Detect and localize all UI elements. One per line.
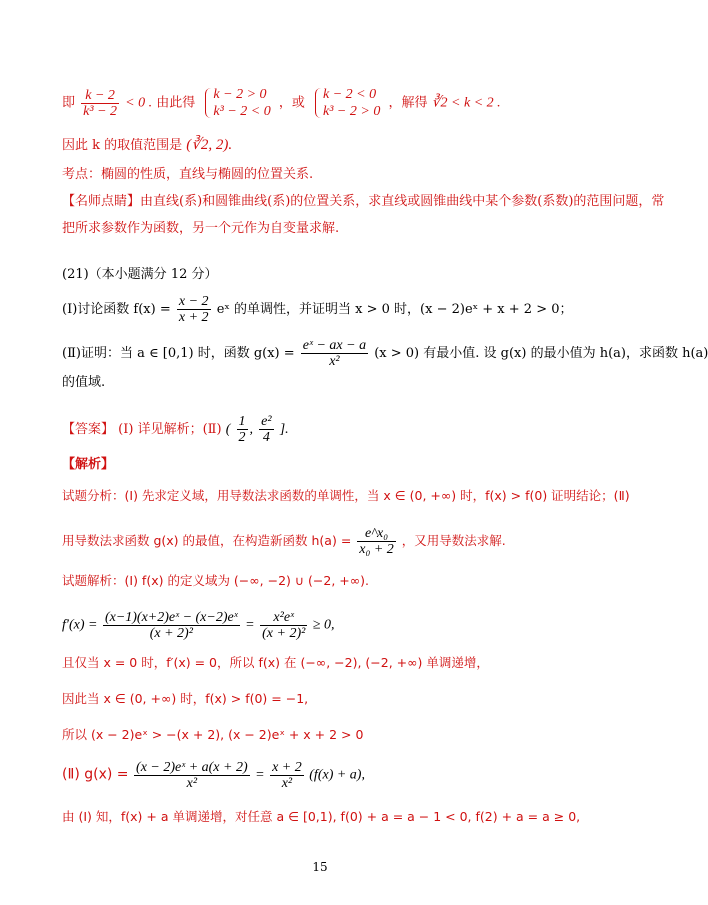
denominator: x² xyxy=(186,776,198,791)
numerator: (x−1)(x+2)eˣ − (x−2)eˣ xyxy=(104,610,238,625)
text: (x > 0) 有最小值. 设 g(x) 的最小值为 h(a)，求函数 h(a) xyxy=(374,346,708,361)
numerator: x − 2 xyxy=(178,294,209,309)
text: ，或 xyxy=(278,95,305,111)
fraction xyxy=(103,610,240,641)
system-1 xyxy=(203,86,270,120)
numerator: x + 2 xyxy=(272,760,302,775)
analysis-line-7: 所以 (x − 2)eˣ > −(x + 2), (x − 2)eˣ + x + 2 > 0 xyxy=(62,727,364,742)
denominator: x + 2 xyxy=(178,310,209,325)
equals: = xyxy=(245,617,255,633)
fraction xyxy=(301,338,368,369)
analysis-line-3: 试题解析：(Ⅰ) f(x) 的定义域为 (−∞, −2) ∪ (−2, +∞). xyxy=(62,573,370,588)
analysis-line-6: 因此当 x ∈ (0, +∞) 时，f(x) > f(0) = −1, xyxy=(62,691,309,706)
fraction xyxy=(357,526,396,557)
denominator: (x + 2)² xyxy=(262,626,306,641)
denominator: x² xyxy=(281,776,293,791)
answer-label: 【答案】 xyxy=(62,422,115,437)
fraction xyxy=(270,760,304,791)
analysis-line-9: 由 (Ⅰ) 知，f(x) + a 单调递增，对任意 a ∈ [0,1), f(0) + a = a − 1 < 0, f(2) + a = a ≥ 0, xyxy=(62,809,581,824)
text: (Ⅱ)证明：当 a ∈ [0,1) 时，函数 g(x) = xyxy=(62,346,295,361)
answer-line: 【答案】 (Ⅰ) 详见解析；(Ⅱ) ( $\frac{1}{2}$ , $\frac{\text{e²}}{4}$ ]. xyxy=(62,414,289,445)
topic-line: 考点：椭圆的性质，直线与椭圆的位置关系. xyxy=(62,167,314,182)
question-part-1 xyxy=(62,294,573,325)
numerator: k − 2 xyxy=(81,88,119,104)
answer-text: (Ⅰ) 详见解析；(Ⅱ) xyxy=(118,422,222,437)
numerator: e² xyxy=(261,414,272,429)
result: ∛2 < k < 2 . xyxy=(431,95,501,111)
denominator: x₀ + 2 xyxy=(359,542,394,557)
numerator: 1 xyxy=(238,414,246,429)
fraction xyxy=(177,294,211,325)
equals: = xyxy=(255,767,265,783)
denominator: 4 xyxy=(262,430,270,445)
numerator: x²eˣ xyxy=(260,610,307,626)
answer-tail: ]. xyxy=(279,422,289,437)
text: ，解得 xyxy=(388,95,428,111)
analysis-line-1: 试题分析：(Ⅰ) 先求定义域，用导数法求函数的单调性，当 x ∈ (0, +∞) 时，f(x) > f(0) 证明结论；(Ⅱ) xyxy=(62,488,630,503)
system-row: k³ − 2 > 0 xyxy=(323,104,381,119)
system-row: k³ − 2 < 0 xyxy=(213,104,271,119)
solution-line-1 xyxy=(62,86,501,120)
question-header: (21)（本小题满分 12 分） xyxy=(62,267,218,282)
analysis-line-2 xyxy=(62,526,506,557)
denominator: x² xyxy=(329,354,340,369)
numerator: (x − 2)eˣ + a(x + 2) xyxy=(136,760,248,775)
fraction xyxy=(259,414,273,445)
page-number: 15 xyxy=(312,860,328,874)
text: eˣ 的单调性，并证明当 x > 0 时，(x − 2)eˣ + x + 2 > 0； xyxy=(216,302,573,317)
fraction xyxy=(260,610,307,641)
derivative-line xyxy=(62,610,335,641)
numerator: e^x₀ xyxy=(357,526,396,542)
relation: < 0 . xyxy=(125,95,153,111)
text: ≥ 0, xyxy=(312,617,335,633)
question-part-2-cont: 的值域. xyxy=(62,375,106,390)
fraction xyxy=(81,88,119,119)
denominator: k³ − 2 xyxy=(83,103,118,119)
question-part-2 xyxy=(62,338,708,369)
fraction xyxy=(237,414,248,445)
text: 即 xyxy=(62,95,76,111)
text: (f(x) + a), xyxy=(309,767,365,783)
analysis-heading: 【解析】 xyxy=(62,457,115,472)
text: (Ⅱ) g(x) = xyxy=(62,766,129,783)
analysis-line-5: 且仅当 x = 0 时，f′(x) = 0，所以 f(x) 在 (−∞, −2), (−2, +∞) 单调递增， xyxy=(62,655,489,670)
system-row: k − 2 > 0 xyxy=(213,87,267,102)
text: 由此得 xyxy=(156,95,196,111)
system-2 xyxy=(313,86,380,120)
solution-line-2 xyxy=(62,136,232,155)
text: (Ⅰ)讨论函数 f(x) = xyxy=(62,302,171,317)
system-row: k − 2 < 0 xyxy=(323,87,377,102)
text: 用导数法求函数 g(x) 的最值，在构造新函数 h(a) = xyxy=(62,533,352,548)
numerator: eˣ − ax − a xyxy=(302,338,367,353)
fraction xyxy=(134,760,250,791)
denominator: (x + 2)² xyxy=(149,626,193,641)
text: f′(x) = xyxy=(62,617,98,633)
tip-line-1: 【名师点睛】由直线(系)和圆锥曲线(系)的位置关系，求直线或圆锥曲线中某个参数(系数)的范围问题，常 xyxy=(62,194,665,209)
denominator: 2 xyxy=(238,430,246,445)
text: ，又用导数法求解. xyxy=(401,533,506,548)
g-expression-line xyxy=(62,760,365,791)
range: (∛2, 2). xyxy=(186,137,233,153)
text: 因此 k 的取值范围是 xyxy=(62,138,183,153)
tip-line-2: 把所求参数作为函数，另一个元作为自变量求解. xyxy=(62,221,340,236)
